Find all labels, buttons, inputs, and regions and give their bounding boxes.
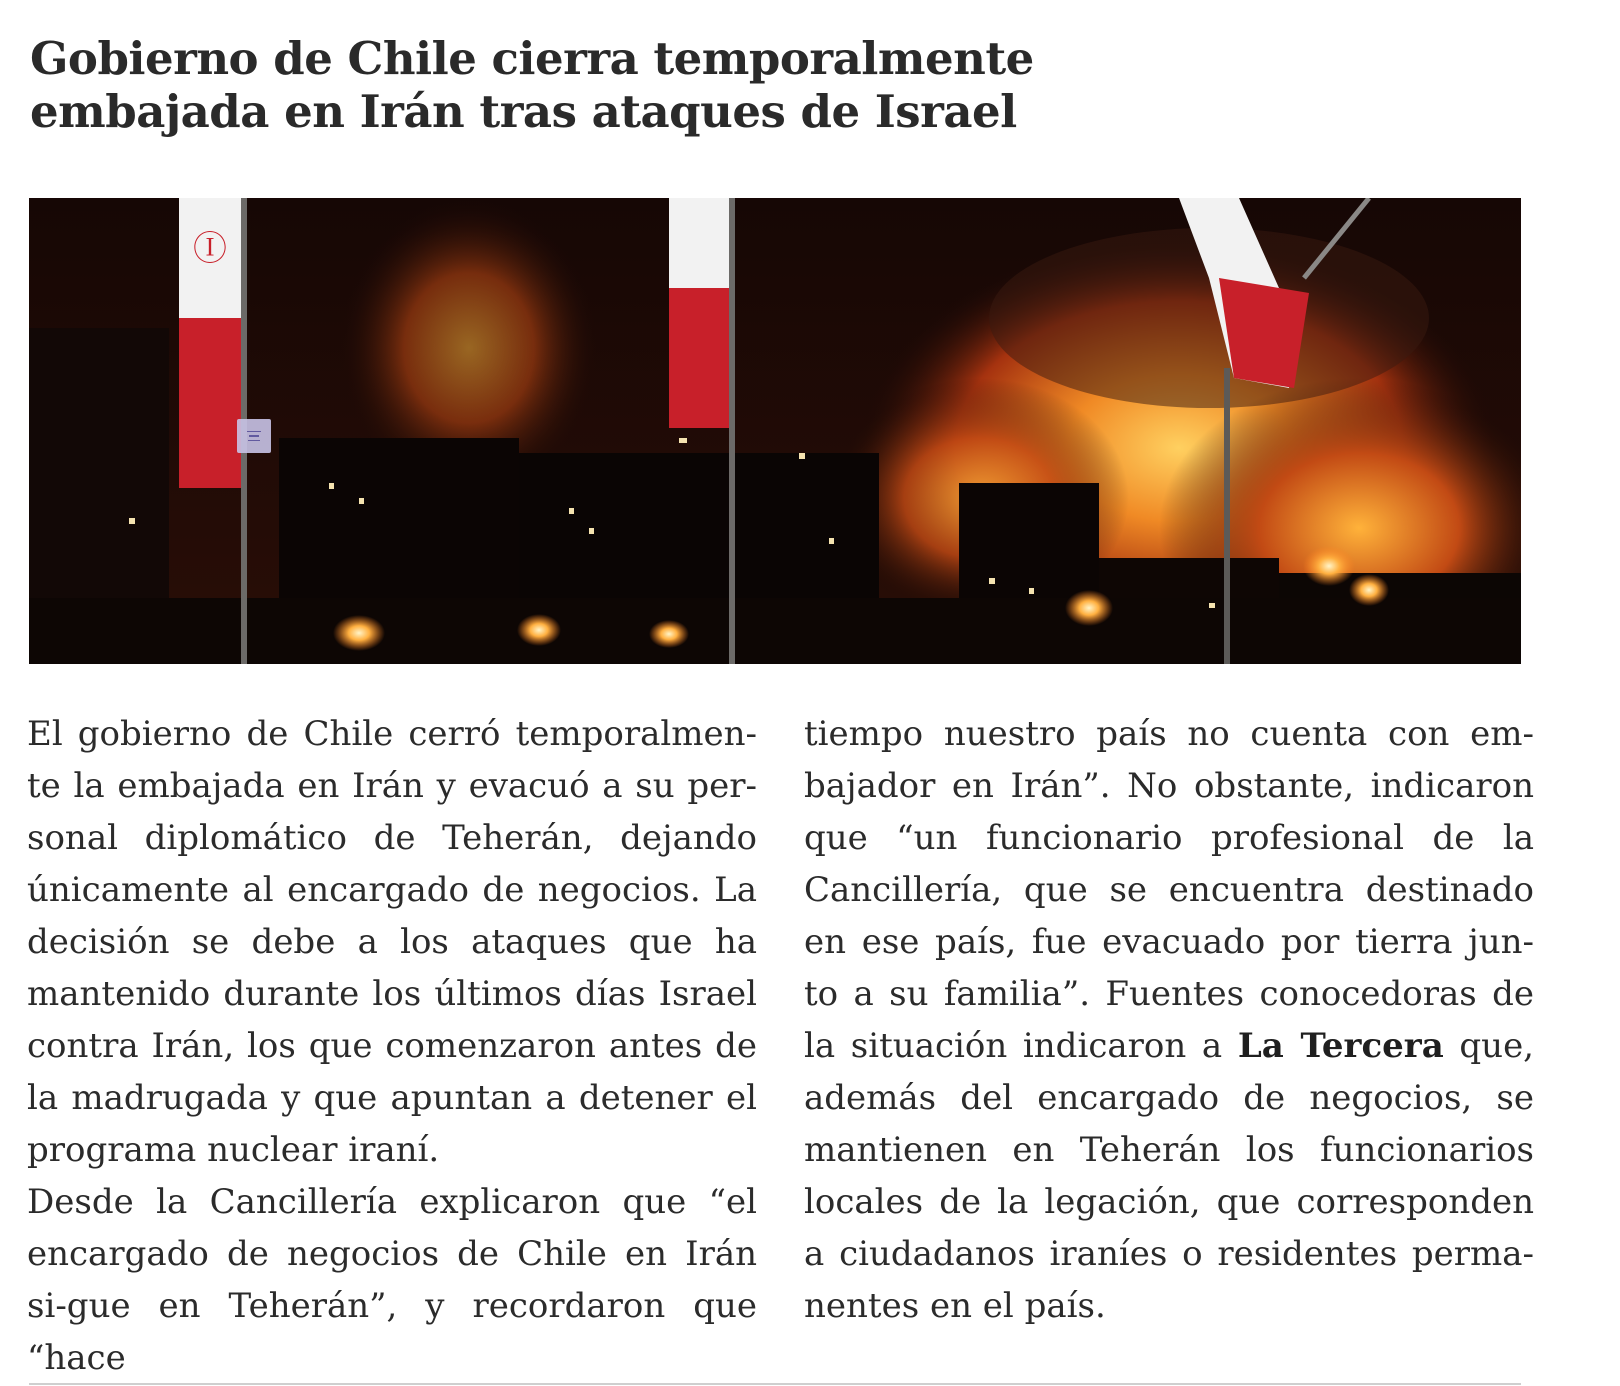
paragraph-2-continued	[804, 708, 1534, 1332]
article-column-left	[27, 708, 757, 1384]
headline-line-1: Gobierno de Chile cierra temporalmente	[30, 32, 1034, 85]
article-photo	[29, 198, 1521, 664]
paragraph-text-before-source: tiempo nuestro país no cuenta con em-bajador en Irán”. No obstante, indicaron que “un funcionario profesional de la Cancillería, que se encuentra destinado en ese país, fue evacuado por tierra jun-to a su familia”. Fuentes conocedoras de la situación indicaron a	[804, 714, 1534, 1066]
article-headline	[30, 32, 1130, 138]
paragraph-2: Desde la Cancillería explicaron que “el encargado de negocios de Chile en Irán si-gue en Teherán”, y recordaron que “hace	[27, 1182, 757, 1378]
paragraph-text-after-source: que, además del encargado de negocios, se mantienen en Teherán los funcionarios locales de la legación, que corresponden a ciudadanos iraníes o residentes perma-nentes en el país.	[804, 1026, 1534, 1326]
paragraph-1: El gobierno de Chile cerró temporalmen-te la embajada en Irán y evacuó a su per-sonal diplomático de Teherán, dejando únicamente al encargado de negocios. La decisión se debe a los ataques que ha mantenido durante los últimos días Israel contra Irán, los que comenzaron antes de la madrugada y que apuntan a detener el programa nuclear iraní.	[27, 714, 757, 1170]
bottom-divider	[29, 1383, 1521, 1385]
article-column-right	[804, 708, 1534, 1332]
source-name: La Tercera	[1237, 1026, 1444, 1066]
svg-text:Ⓘ: Ⓘ	[193, 229, 227, 269]
headline-line-2: embajada en Irán tras ataques de Israel	[30, 85, 1017, 138]
image-overlay-icon[interactable]	[237, 419, 271, 453]
